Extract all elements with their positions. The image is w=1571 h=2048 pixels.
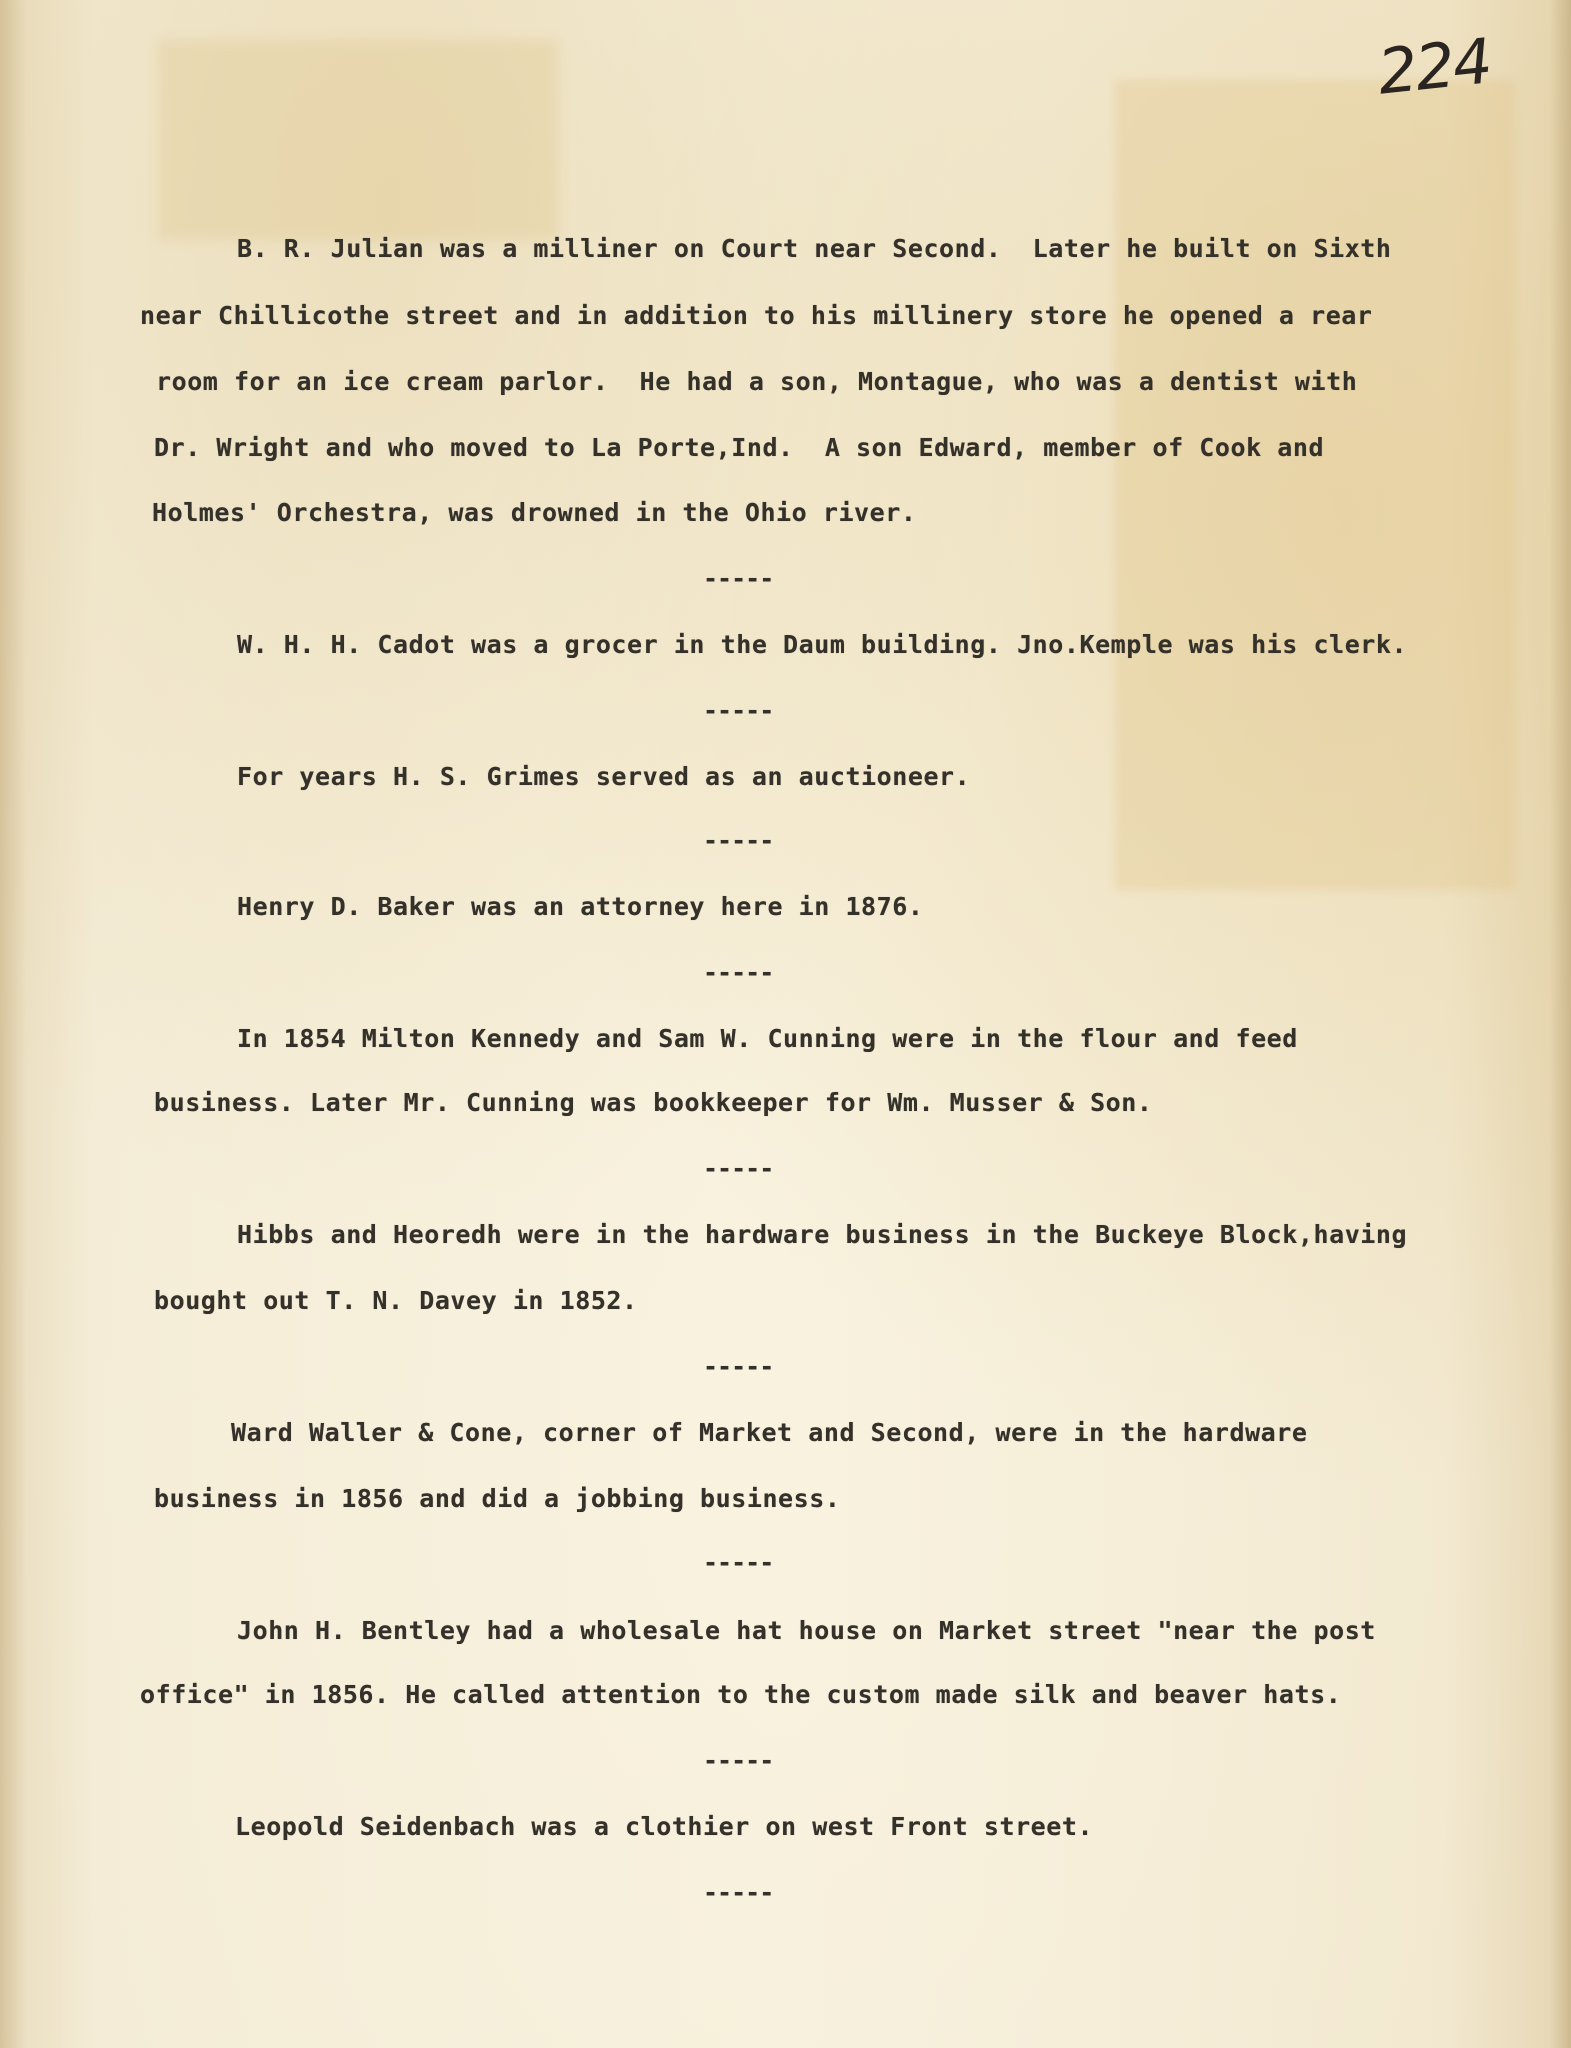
text-line: room for an ice cream parlor. He had a son, Montague, who was a dentist with [156, 367, 1358, 396]
text-line: business in 1856 and did a jobbing business. [154, 1484, 841, 1513]
separator: ----- [703, 1746, 774, 1775]
text-line: W. H. H. Cadot was a grocer in the Daum building. Jno.Kemple was his clerk. [237, 630, 1408, 659]
text-line: Leopold Seidenbach was a clothier on west Front street. [235, 1812, 1094, 1841]
separator: ----- [703, 958, 774, 987]
text-line: Ward Waller & Cone, corner of Market and Second, were in the hardware [231, 1418, 1308, 1447]
text-line: Henry D. Baker was an attorney here in 1876. [237, 892, 924, 921]
separator: ----- [703, 1154, 774, 1183]
text-line: near Chillicothe street and in addition to his millinery store he opened a rear [140, 301, 1373, 330]
text-line: John H. Bentley had a wholesale hat house on Market street "near the post [237, 1616, 1376, 1645]
text-line: business. Later Mr. Cunning was bookkeeper for Wm. Musser & Son. [154, 1088, 1153, 1117]
text-line: Holmes' Orchestra, was drowned in the Ohio river. [152, 498, 917, 527]
text-line: In 1854 Milton Kennedy and Sam W. Cunning were in the flour and feed [237, 1024, 1298, 1053]
paper-edge [0, 0, 26, 2048]
separator: ----- [703, 1352, 774, 1381]
separator: ----- [703, 696, 774, 725]
text-line: For years H. S. Grimes served as an auctioneer. [237, 762, 971, 791]
page-number: 224 [1374, 24, 1494, 109]
text-line: bought out T. N. Davey in 1852. [154, 1286, 638, 1315]
text-line: office" in 1856. He called attention to the custom made silk and beaver hats. [140, 1680, 1342, 1709]
text-line: Dr. Wright and who moved to La Porte,Ind. A son Edward, member of Cook and [154, 433, 1325, 462]
separator: ----- [703, 1548, 774, 1577]
text-line: B. R. Julian was a milliner on Court near Second. Later he built on Sixth [237, 234, 1392, 263]
separator: ----- [703, 1878, 774, 1907]
separator: ----- [703, 826, 774, 855]
separator: ----- [703, 564, 774, 593]
text-line: Hibbs and Heoredh were in the hardware business in the Buckeye Block,having [237, 1220, 1408, 1249]
paper-stain [1115, 80, 1515, 890]
paper-stain [158, 40, 558, 240]
paper-edge [1549, 0, 1571, 2048]
